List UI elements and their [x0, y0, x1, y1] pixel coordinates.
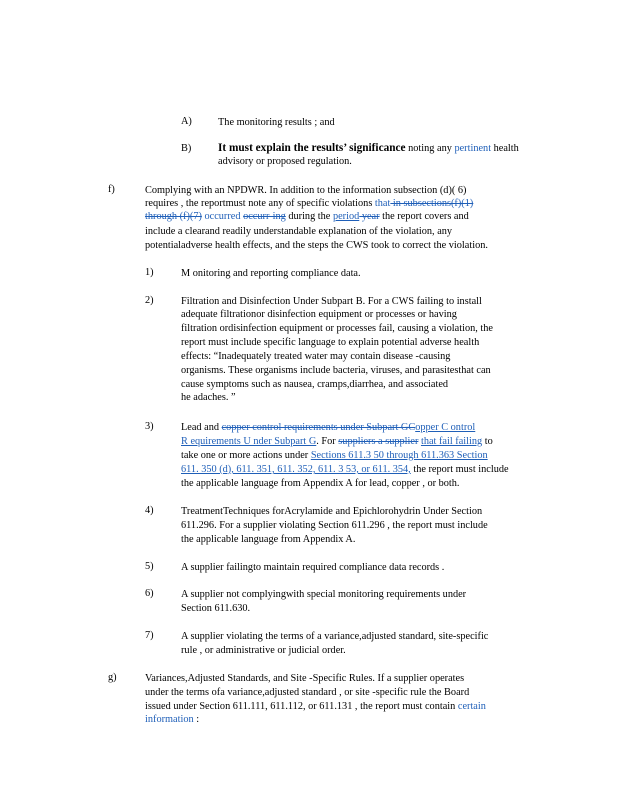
sub-item-5-text: A supplier failingto maintain required compliance data records . [181, 562, 445, 573]
sub-item-2-line: filtration ordisinfection equipment or processes fail, causing a violation, the [181, 323, 493, 334]
sub-item-3-l4-text: the report must include [410, 464, 509, 475]
sub-item-6-line: Section 611.630. [181, 603, 251, 614]
item-g-l3-insert: certain [457, 701, 486, 712]
item-g-line: Variances,Adjusted Standards, and Site -Specific Rules. If a supplier operates [145, 673, 465, 684]
sub-item-4-label: 4) [145, 505, 154, 516]
sub-item-3-l2-insert: R equirements U nder Subpart G [181, 436, 317, 447]
item-f-l2-insert: that [374, 198, 391, 209]
sub-item-3-line-5: the applicable language from Appendix A for lead, copper , or both. [181, 478, 460, 489]
item-a-label: A) [181, 116, 192, 127]
sub-item-2-line: effects: “Inadequately treated water may contain disease -causing [181, 351, 451, 362]
item-f-label: f) [108, 184, 115, 195]
item-f-l2-text: requires , the reportmust note any of specific violations [145, 198, 375, 209]
sub-item-2-line: he adaches. ” [181, 392, 236, 403]
item-a-text: The monitoring results ; and [218, 117, 335, 128]
sub-item-3-line-4 [181, 463, 509, 476]
sub-item-2-line: report must include specific language to explain potential adverse health [181, 337, 480, 348]
sub-item-3-label: 3) [145, 421, 154, 432]
sub-item-4-line: the applicable language from Appendix A. [181, 534, 356, 545]
sub-item-6-label: 6) [145, 588, 154, 599]
item-b-bold-text: It must explain the results’ significance [218, 142, 406, 154]
sub-item-3-l2-text-2: to [482, 436, 493, 447]
item-g-l3-text: issued under Section 611.111, 611.112, or 611.131 , the report must contain [145, 701, 458, 712]
sub-item-3-l3-text: take one or more actions under [181, 450, 311, 461]
item-f-line-5: potentialadverse health effects, and the steps the CWS took to correct the violation. [145, 240, 488, 251]
sub-item-3-l2-text: . For [316, 436, 339, 447]
sub-item-3-l2-insert-2: that fail failing [420, 436, 483, 447]
item-f-l3-text-2: the report covers and [379, 211, 469, 222]
sub-item-5-label: 5) [145, 561, 154, 572]
item-g-label: g) [108, 672, 117, 683]
sub-item-1-text: M onitoring and reporting compliance data. [181, 268, 361, 279]
item-b-line-1 [218, 142, 519, 155]
item-b-line-2: advisory or proposed regulation. [218, 156, 352, 167]
sub-item-3-l2-deletion: suppliers a supplier [338, 436, 419, 447]
sub-item-2-line: Filtration and Disinfection Under Subpart B. For a CWS failing to install [181, 296, 482, 307]
sub-item-3-l1-text: Lead and [181, 422, 222, 433]
sub-item-3-line-3 [181, 449, 488, 462]
item-b-rest: noting any [405, 143, 455, 154]
sub-item-3-line-2 [181, 435, 493, 448]
sub-item-7-line: rule , or administrative or judicial order. [181, 645, 346, 656]
item-f-l2-deletion: in subsections(f)(1) [390, 198, 474, 209]
sub-item-4-line: TreatmentTechniques forAcrylamide and Epichlorohydrin Under Section [181, 506, 483, 517]
sub-item-7-line: A supplier violating the terms of a variance,adjusted standard, site-specific [181, 631, 489, 642]
item-g-line-4 [145, 713, 199, 726]
item-f-line-2 [145, 197, 473, 210]
item-g-l4-text: : [193, 714, 200, 725]
item-f-l3-text-1: during the [285, 211, 333, 222]
sub-item-2-line: adequate filtrationor disinfection equipment or processes or having [181, 309, 457, 320]
sub-item-3-l1-deletion: copper control requirements under Subpart GC [221, 422, 416, 433]
sub-item-4-line: 611.296. For a supplier violating Section 611.296 , the report must include [181, 520, 488, 531]
item-b-insertion: pertinent [454, 143, 492, 154]
sub-item-2-line: cause symptoms such as nausea, cramps,diarrhea, and associated [181, 379, 449, 390]
item-f-l3-deletion-1: through (f)(7) [145, 211, 202, 222]
sub-item-1-label: 1) [145, 267, 154, 278]
sub-item-3-l3-insert: Sections 611.3 50 through 611.363 Section [310, 450, 488, 461]
item-f-l3-deletion-2: occurr-ing [243, 211, 286, 222]
item-g-line-3 [145, 700, 486, 713]
sub-item-7-label: 7) [145, 630, 154, 641]
item-g-l4-insert: information [145, 714, 194, 725]
sub-item-2-label: 2) [145, 295, 154, 306]
item-b-label: B) [181, 143, 192, 154]
item-f-line-1: Complying with an NPDWR. In addition to the information subsection (d)( 6) [145, 185, 467, 196]
item-f-l3-deletion-3: year [359, 211, 380, 222]
item-g-line: under the terms ofa variance,adjusted standard , or site -specific rule the Board [145, 687, 470, 698]
sub-item-2-line: organisms. These organisms include bacteria, viruses, and parasitesthat can [181, 365, 491, 376]
item-f-line-4: include a clearand readily understandable explanation of the violation, any [145, 226, 453, 237]
item-b-rest2: health [491, 143, 519, 154]
sub-item-6-line: A supplier not complyingwith special monitoring requirements under [181, 589, 467, 600]
sub-item-3-line-1 [181, 421, 475, 434]
item-f-l3-insert-2: period [332, 211, 360, 222]
sub-item-3-l1-insert: opper C ontrol [415, 422, 476, 433]
sub-item-3-l4-insert: 611. 350 (d), 611. 351, 611. 352, 611. 3 53, or 611. 354, [181, 464, 411, 475]
item-f-l3-insert-1: occurred [201, 211, 244, 222]
item-f-line-3 [145, 210, 469, 223]
